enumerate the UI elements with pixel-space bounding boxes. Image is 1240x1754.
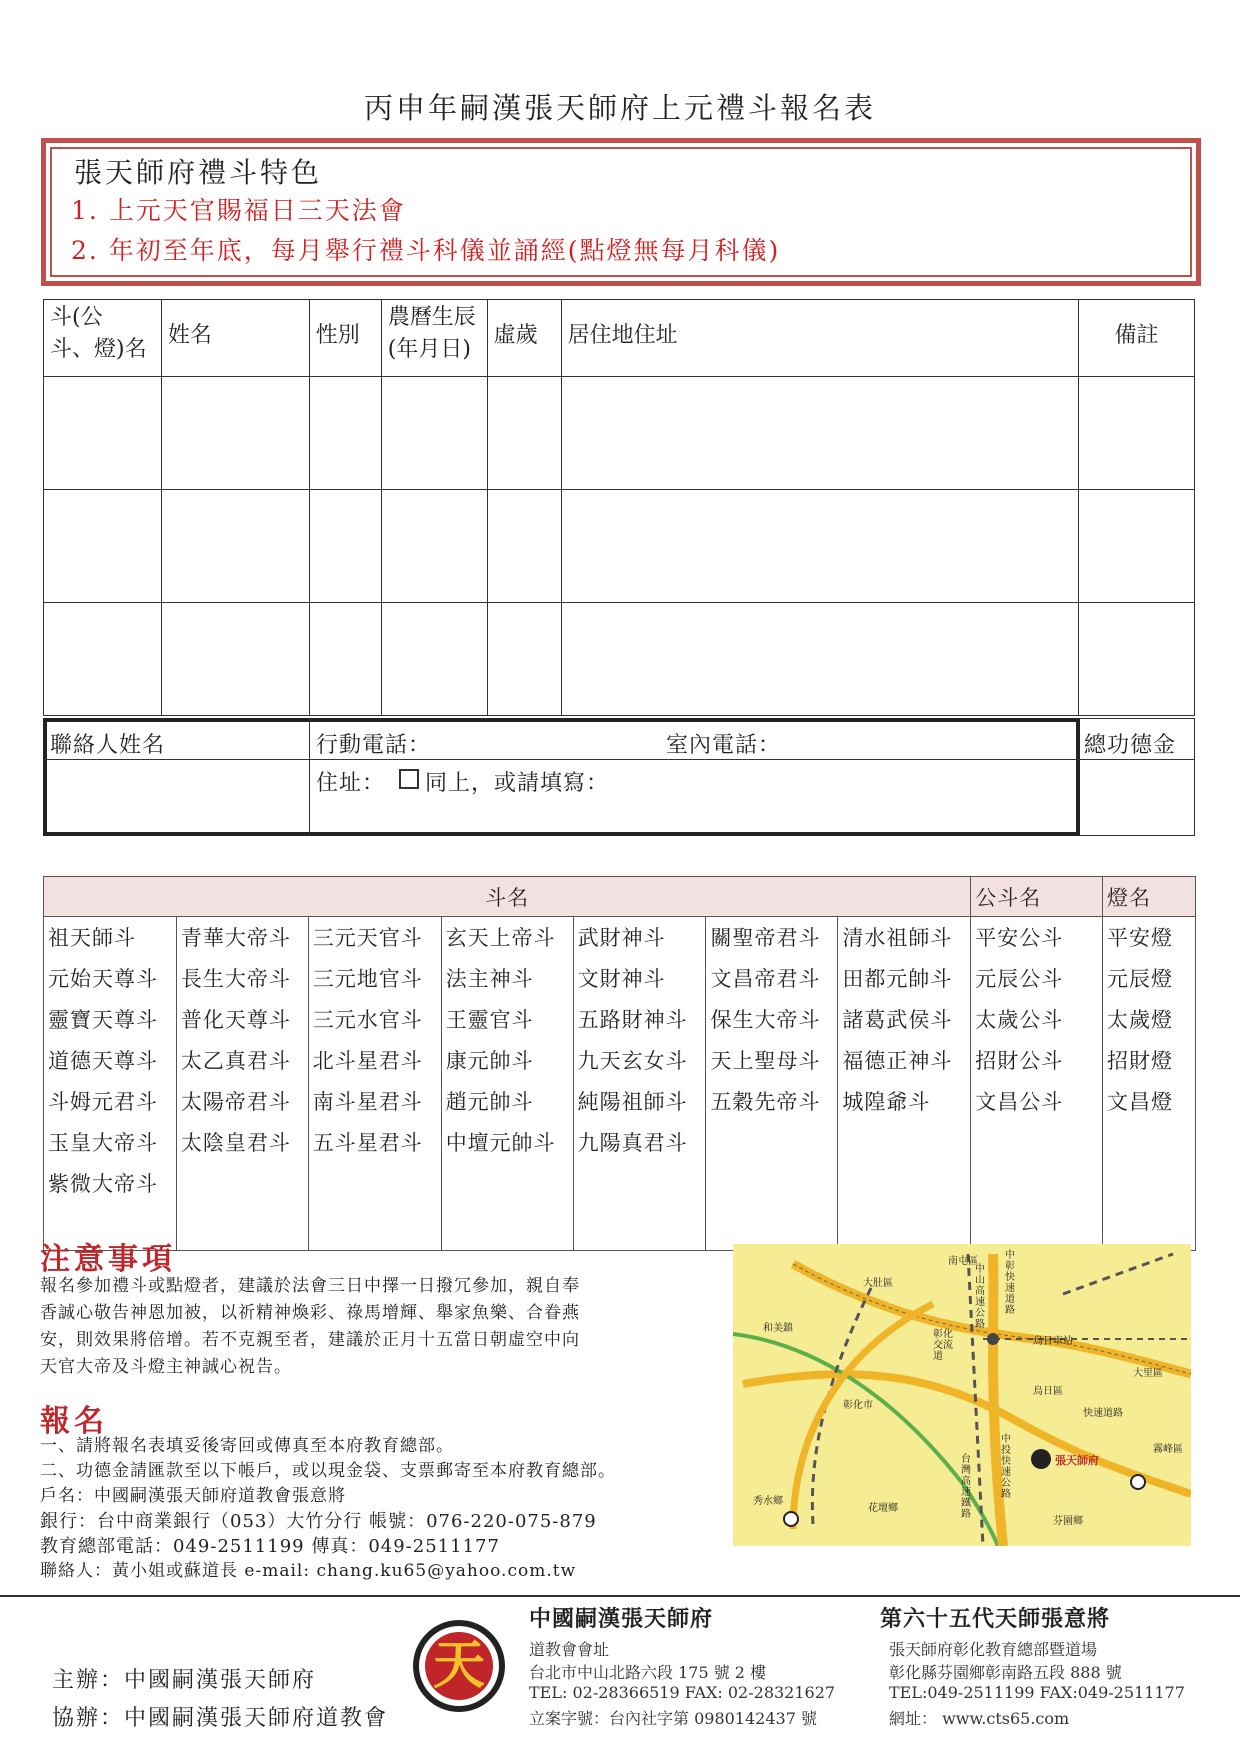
- footer-divider: [0, 1595, 1240, 1597]
- list-item: 法主神斗: [445, 967, 534, 991]
- logo-glyph: 天: [432, 1635, 485, 1696]
- input-cell[interactable]: [487, 377, 561, 490]
- header-name: 姓名: [161, 300, 309, 377]
- divider: [1080, 759, 1195, 760]
- list-item: 北斗星君斗: [312, 1049, 423, 1073]
- org-address-title: 道教會會址: [529, 1640, 610, 1659]
- list-item: 天上聖母斗: [710, 1049, 821, 1073]
- input-cell[interactable]: [309, 377, 381, 490]
- header-gong: 公斗名: [971, 877, 1103, 917]
- list-item: 城隍爺斗: [842, 1090, 931, 1114]
- list-item: 康元帥斗: [445, 1049, 534, 1073]
- input-cell[interactable]: [381, 603, 487, 716]
- list-item: 元始天尊斗: [48, 967, 158, 991]
- map-label: 烏日區: [1033, 1386, 1063, 1397]
- list-item: 文昌帝君斗: [710, 967, 821, 991]
- map-label: 中山高速公路: [975, 1264, 985, 1330]
- feature-item: 1. 上元天官賜福日三天法會: [71, 196, 406, 225]
- table-row: [44, 603, 1195, 716]
- page-title: 丙申年嗣漢張天師府上元禮斗報名表: [363, 91, 876, 125]
- table-row: [44, 377, 1195, 490]
- registration-table: [43, 299, 1195, 716]
- input-cell[interactable]: [487, 603, 561, 716]
- table-row: [44, 490, 1195, 603]
- dou-column: [44, 917, 177, 1251]
- header-deng: 燈名: [1103, 877, 1196, 917]
- list-item: 諸葛武侯斗: [842, 1008, 953, 1032]
- map-label: 秀水鄉: [753, 1496, 783, 1507]
- list-item: 靈寶天尊斗: [48, 1008, 158, 1032]
- header-dou-name: 斗(公 斗、燈)名: [44, 300, 162, 377]
- contact-name-label: 聯絡人姓名: [50, 733, 166, 758]
- list-item: 道德天尊斗: [48, 1049, 158, 1073]
- list-item: 玄天上帝斗: [445, 926, 556, 950]
- mobile-label: 行動電話：: [316, 733, 432, 758]
- org-reg: 立案字號：台內社字第 0980142437 號: [529, 1709, 817, 1728]
- list-item: 武財神斗: [577, 926, 666, 950]
- list-item: 玉皇大帝斗: [48, 1131, 158, 1155]
- tianshi-logo: [413, 1620, 505, 1712]
- header-gender: 性別: [309, 300, 381, 377]
- list-item: 五斗星君斗: [312, 1131, 423, 1155]
- list-item: 文昌燈: [1107, 1090, 1174, 1114]
- list-item: 文財神斗: [577, 967, 666, 991]
- list-item: 保生大帝斗: [710, 1008, 821, 1032]
- notice-line: 安，則效果將倍增。若不克親至者，建議於正月十五當日朝虛空中向: [40, 1330, 580, 1350]
- input-cell[interactable]: [161, 490, 309, 603]
- dou-names-table: [43, 876, 1196, 1251]
- notice-line: 報名參加禮斗或點燈者，建議於法會三日中擇一日撥冗參加，親自奉: [40, 1276, 580, 1296]
- list-item: 太歲燈: [1107, 1008, 1174, 1032]
- header-note: 備註: [1079, 300, 1195, 377]
- input-cell[interactable]: [1079, 377, 1195, 490]
- list-item: 招財公斗: [975, 1049, 1064, 1073]
- dou-column: [573, 917, 706, 1251]
- list-item: 關聖帝君斗: [710, 926, 821, 950]
- address-label: 住址：: [316, 771, 386, 796]
- map-label: 大肚區: [863, 1278, 893, 1289]
- divider: [309, 718, 310, 836]
- list-item: 招財燈: [1107, 1049, 1174, 1073]
- same-address-label: 同上，或請填寫：: [425, 771, 610, 796]
- map-label: 中彰快速道路: [1005, 1250, 1015, 1316]
- list-item: 紫微大帝斗: [48, 1172, 158, 1196]
- signup-text: [40, 1434, 730, 1584]
- list-item: 趙元帥斗: [445, 1090, 534, 1114]
- list-item: 青華大帝斗: [180, 926, 291, 950]
- list-item: 太陽帝君斗: [180, 1090, 291, 1114]
- map-label: 霧峰區: [1153, 1444, 1183, 1455]
- dou-column: [838, 917, 971, 1251]
- list-item: 平安燈: [1107, 926, 1174, 950]
- header-address: 居住地住址: [561, 300, 1078, 377]
- input-cell[interactable]: [561, 377, 1078, 490]
- header-age: 虛歲: [487, 300, 561, 377]
- input-cell[interactable]: [487, 490, 561, 603]
- list-item: 五穀先帝斗: [710, 1090, 821, 1114]
- input-cell[interactable]: [309, 603, 381, 716]
- master-title: 第六十五代天師張意將: [880, 1606, 1111, 1632]
- map-label: 彰化交流道: [933, 1329, 953, 1362]
- master-address: 彰化縣芬園鄉彰南路五段 888 號: [889, 1663, 1122, 1682]
- signup-line: 銀行：台中商業銀行（053）大竹分行 帳號：076-220-075-879: [40, 1511, 597, 1532]
- list-item: 九天玄女斗: [577, 1049, 688, 1073]
- feature-item: 2. 年初至年底，每月舉行禮斗科儀並誦經(點燈無每月科儀): [71, 236, 781, 265]
- list-item: 田都元帥斗: [842, 967, 953, 991]
- input-cell[interactable]: [44, 490, 162, 603]
- deng-column: [1103, 917, 1196, 1251]
- map-label: 芬園鄉: [1053, 1516, 1083, 1527]
- map-label: 快速道路: [1083, 1408, 1123, 1419]
- input-cell[interactable]: [44, 377, 162, 490]
- map-label: 和美鎮: [763, 1323, 793, 1334]
- list-item: 長生大帝斗: [180, 967, 291, 991]
- input-cell[interactable]: [44, 603, 162, 716]
- divider: [43, 759, 1080, 760]
- list-item: 普化天尊斗: [180, 1008, 291, 1032]
- features-box: [41, 138, 1201, 286]
- org-tel: TEL: 02-28366519 FAX: 02-28321627: [529, 1683, 836, 1702]
- map-label-destination: 張天師府: [1055, 1454, 1099, 1467]
- dou-column: [176, 917, 308, 1251]
- phone-label: 室內電話：: [666, 733, 782, 758]
- signup-line: 二、功德金請匯款至以下帳戶，或以現金袋、支票郵寄至本府教育總部。: [40, 1461, 616, 1481]
- signup-line: 戶名：中國嗣漢張天師府道教會張意將: [40, 1486, 346, 1506]
- map-label: 彰化市: [843, 1400, 873, 1411]
- org-address: 台北市中山北路六段 175 號 2 樓: [529, 1663, 767, 1682]
- location-map: [733, 1244, 1191, 1546]
- notice-line: 天官大帝及斗燈主神誠心祝告。: [40, 1357, 292, 1377]
- map-label: 大里區: [1133, 1368, 1163, 1379]
- notice-text: [40, 1273, 720, 1381]
- signup-line: 聯絡人：黃小姐或蘇道長 e-mail: chang.ku65@yahoo.com.tw: [40, 1561, 577, 1581]
- input-cell[interactable]: [381, 377, 487, 490]
- list-item: 純陽祖師斗: [577, 1090, 688, 1114]
- signup-line: 教育總部電話：049-2511199 傳真：049-2511177: [40, 1536, 500, 1557]
- list-item: 祖天師斗: [48, 926, 136, 950]
- input-cell[interactable]: [161, 603, 309, 716]
- master-place: 張天師府彰化教育總部暨道場: [889, 1640, 1098, 1659]
- map-label: 南屯區: [948, 1256, 978, 1267]
- gong-column: [971, 917, 1103, 1251]
- org-main: 中國嗣漢張天師府: [529, 1606, 714, 1632]
- notice-heading: 注意事項: [40, 1242, 176, 1277]
- signup-line: 一、請將報名表填妥後寄回或傳真至本府教育總部。: [40, 1436, 454, 1456]
- list-item: 中壇元帥斗: [445, 1131, 556, 1155]
- list-item: 南斗星君斗: [312, 1090, 423, 1114]
- same-address-checkbox[interactable]: [399, 769, 419, 789]
- map-label: 烏日車站: [1033, 1336, 1073, 1347]
- input-cell[interactable]: [309, 490, 381, 603]
- host-label: 主辦：中國嗣漢張天師府: [52, 1668, 317, 1693]
- dou-column: [706, 917, 838, 1251]
- total-label: 總功德金: [1084, 733, 1177, 758]
- master-web: 網址： www.cts65.com: [889, 1709, 1070, 1728]
- map-label: 花壇鄉: [868, 1503, 898, 1514]
- input-cell[interactable]: [561, 603, 1078, 716]
- input-cell[interactable]: [161, 377, 309, 490]
- features-heading: 張天師府禮斗特色: [74, 156, 323, 189]
- list-item: 太陰皇君斗: [180, 1131, 291, 1155]
- list-item: 五路財神斗: [577, 1008, 688, 1032]
- list-item: 太乙真君斗: [180, 1049, 291, 1073]
- header-dou: 斗名: [44, 877, 971, 917]
- input-cell[interactable]: [381, 490, 487, 603]
- list-item: 福德正神斗: [842, 1049, 953, 1073]
- list-item: 三元天官斗: [312, 926, 423, 950]
- input-cell[interactable]: [561, 490, 1078, 603]
- signup-heading: 報名: [40, 1404, 108, 1439]
- dou-column: [308, 917, 441, 1251]
- list-item: 元辰燈: [1107, 967, 1174, 991]
- list-item: 九陽真君斗: [577, 1131, 688, 1155]
- input-cell[interactable]: [1079, 490, 1195, 603]
- dou-column: [441, 917, 573, 1251]
- list-item: 太歲公斗: [975, 1008, 1064, 1032]
- list-item: 文昌公斗: [975, 1090, 1064, 1114]
- map-label: 台灣高速鐵路: [961, 1454, 971, 1520]
- input-cell[interactable]: [1079, 603, 1195, 716]
- cohost-label: 協辦：中國嗣漢張天師府道教會: [52, 1706, 389, 1731]
- list-item: 斗姆元君斗: [48, 1090, 158, 1114]
- list-item: 三元水官斗: [312, 1008, 423, 1032]
- list-item: 平安公斗: [975, 926, 1064, 950]
- master-tel: TEL:049-2511199 FAX:049-2511177: [889, 1683, 1185, 1702]
- map-label: 中投快速公路: [1001, 1434, 1011, 1500]
- list-item: 王靈官斗: [445, 1008, 534, 1032]
- notice-line: 香誠心敬告神恩加被，以祈精神煥彩、祿馬增輝、舉家魚樂、合眷燕: [40, 1303, 580, 1323]
- list-item: 清水祖師斗: [842, 926, 953, 950]
- list-item: 元辰公斗: [975, 967, 1064, 991]
- list-item: 三元地官斗: [312, 967, 423, 991]
- header-birthday: 農曆生辰 (年月日): [381, 300, 487, 377]
